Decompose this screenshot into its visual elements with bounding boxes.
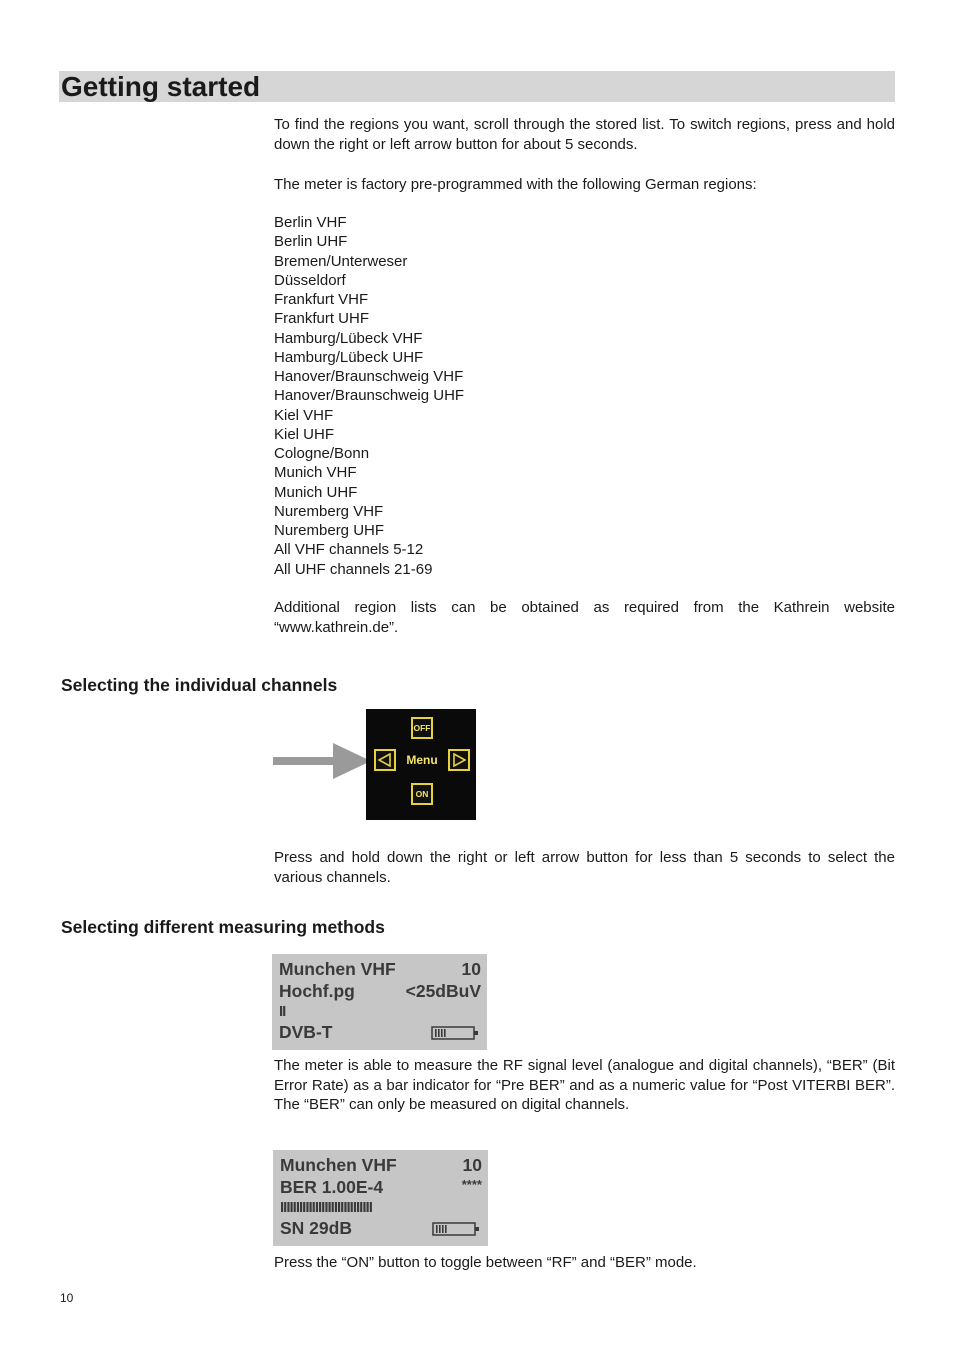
ber-display	[273, 1150, 488, 1246]
battery-icon	[432, 1222, 480, 1236]
ber-stars: ****	[461, 1177, 482, 1192]
button-panel	[366, 709, 476, 820]
channels-instruction: Press and hold down the right or left arrow button for less than 5 seconds to select the various channels.	[274, 849, 895, 886]
list-item: Kiel UHF	[274, 425, 335, 443]
right-arrow-button[interactable]	[448, 749, 470, 771]
list-item: All VHF channels 5-12	[274, 541, 424, 559]
list-item: Hanover/Braunschweig UHF	[274, 387, 465, 405]
list-item: Nuremberg VHF	[274, 502, 384, 520]
methods-description: The meter is able to measure the RF signal level (analogue and digital channels), “BER” (Bit Error Rate) as a bar indicator for “Pre BER” and as a numeric value for “Post VITERBI BER”. The “BER” can only be measured on digital channels.	[274, 1057, 895, 1113]
list-item: Bremen/Unterweser	[274, 252, 408, 270]
on-button-label: ON	[415, 789, 429, 799]
page-number: 10	[60, 1291, 74, 1305]
heading-bar	[59, 71, 895, 102]
rf-level-bar: II	[279, 1003, 286, 1020]
off-button[interactable]	[411, 717, 433, 739]
left-arrow-button[interactable]	[374, 749, 396, 771]
off-button-label: OFF	[413, 723, 431, 733]
rf-channel-name: Munchen VHF	[279, 959, 396, 979]
list-item: Nuremberg UHF	[274, 522, 385, 539]
section-title-channels: Selecting the individual channels	[61, 675, 338, 695]
ber-bar-indicator: IIIIIIIIIIIIIIIIIIIIIIIIIIIII	[280, 1199, 372, 1216]
additional-paragraph: Additional region lists can be obtained as required from the Kathrein website “www.kathrein.de”.	[274, 599, 895, 636]
rf-level-value: <25dBuV	[405, 981, 481, 1001]
list-item: Düsseldorf	[274, 271, 346, 289]
list-item: Munich VHF	[274, 464, 357, 482]
right-triangle-icon	[452, 753, 466, 767]
rf-measure-label: Hochf.pg	[279, 981, 355, 1001]
list-item: Hamburg/Lübeck VHF	[274, 329, 423, 347]
ber-channel-name: Munchen VHF	[280, 1155, 397, 1175]
list-item: Cologne/Bonn	[274, 445, 370, 462]
battery-icon	[431, 1026, 479, 1040]
list-item: Frankfurt UHF	[274, 310, 370, 328]
intro-paragraph: To find the regions you want, scroll through the stored list. To switch regions, press and hold down the right or left arrow button for about 5 seconds.	[274, 116, 895, 153]
menu-button-label[interactable]: Menu	[406, 753, 438, 767]
rf-standard-label: DVB-T	[279, 1022, 333, 1042]
list-item: Berlin UHF	[274, 233, 348, 251]
snr-value: SN 29dB	[280, 1218, 352, 1238]
ber-value: BER 1.00E-4	[280, 1177, 384, 1197]
list-item: Hanover/Braunschweig VHF	[274, 368, 464, 385]
rf-channel-number: 10	[461, 959, 481, 979]
list-item: Hamburg/Lübeck UHF	[274, 348, 424, 366]
page-heading: Getting started	[61, 71, 261, 102]
ber-channel-number: 10	[462, 1155, 482, 1175]
left-triangle-icon	[378, 753, 392, 767]
preprogrammed-paragraph: The meter is factory pre-programmed with the following German regions:	[274, 176, 757, 193]
toggle-instruction: Press the “ON” button to toggle between “RF” and “BER” mode.	[274, 1254, 697, 1271]
rf-display	[272, 954, 487, 1050]
list-item: All UHF channels 21-69	[274, 560, 433, 578]
pointer-arrow-icon	[273, 741, 373, 781]
section-title-methods: Selecting different measuring methods	[61, 917, 385, 937]
region-list	[274, 213, 464, 579]
on-button[interactable]	[411, 783, 433, 805]
list-item: Berlin VHF	[274, 214, 347, 231]
list-item: Frankfurt VHF	[274, 291, 369, 308]
list-item: Munich UHF	[274, 483, 358, 501]
list-item: Kiel VHF	[274, 406, 334, 424]
